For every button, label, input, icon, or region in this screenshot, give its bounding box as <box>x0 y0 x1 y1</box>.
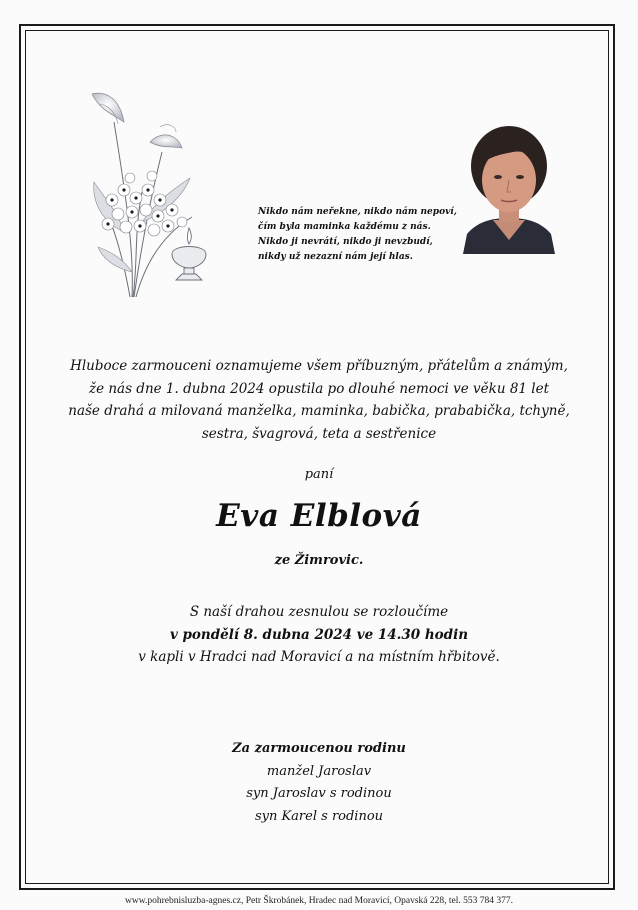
funeral-service-footer: www.pohrebnisluzba-agnes.cz, Petr Škrobánek, Hradec nad Moravicí, Opavská 228, tel. 553 784 377. <box>125 896 513 906</box>
ceremony-datetime: v pondělí 8. dubna 2024 ve 14.30 hodin <box>169 626 469 643</box>
family-member: syn Jaroslav s rodinou <box>246 786 392 801</box>
quote-line: nikdy už nezazní nám její hlas. <box>258 252 413 262</box>
funeral-details <box>19 601 619 669</box>
family-member: manžel Jaroslav <box>266 763 372 779</box>
portrait-photo <box>463 122 555 254</box>
deceased-name: Eva Elblová <box>216 498 422 534</box>
announcement-line: že nás dne 1. dubna 2024 opustila po dlouhé nemoci ve věku 81 let <box>88 380 550 397</box>
memorial-quote <box>258 205 458 265</box>
family-signature <box>19 738 619 828</box>
ceremony-location: v kapli v Hradci nad Moravicí a na místním hřbitově. <box>138 649 500 665</box>
honorific: paní <box>304 467 334 482</box>
family-heading: Za zarmoucenou rodinu <box>232 741 406 756</box>
quote-line: Nikdo ji nevrátí, nikdo ji nevzbudí, <box>258 237 433 247</box>
quote-line: čím byla maminka každému z nás. <box>258 222 431 232</box>
ceremony-intro: S naší drahou zesnulou se rozloučíme <box>189 604 449 620</box>
quote-line: Nikdo nám neřekne, nikdo nám nepoví, <box>258 207 457 217</box>
announcement-line: sestra, švagrová, teta a sestřenice <box>201 425 437 442</box>
announcement-line: Hluboce zarmouceni oznamujeme všem příbuzným, přátelům a známým, <box>70 358 568 374</box>
announcement-line: naše drahá a milovaná manželka, maminka, babička, prababička, tchyně, <box>68 403 570 419</box>
lily-bouquet-icon <box>72 82 222 307</box>
family-member: syn Karel s rodinou <box>254 808 384 824</box>
deceased-origin: ze Žimrovic. <box>274 553 364 568</box>
death-announcement <box>19 355 619 445</box>
